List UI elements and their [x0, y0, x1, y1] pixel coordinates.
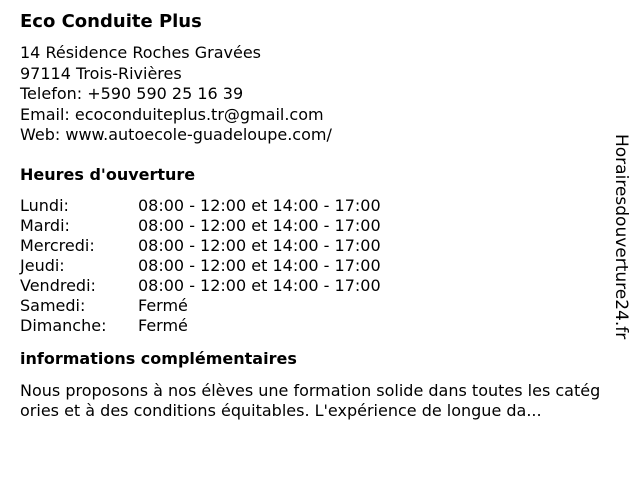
hours-day: Dimanche: — [20, 315, 107, 335]
hours-row-lundi — [20, 196, 610, 216]
hours-time: 08:00 - 12:00 et 14:00 - 17:00 — [138, 275, 381, 295]
business-name: Eco Conduite Plus — [20, 11, 202, 32]
contact-block — [20, 43, 610, 146]
hours-day: Samedi: — [20, 295, 86, 315]
address-city: 97114 Trois-Rivières — [20, 63, 182, 83]
hours-day: Jeudi: — [20, 255, 65, 275]
hours-time: 08:00 - 12:00 et 14:00 - 17:00 — [138, 215, 381, 235]
hours-time: Fermé — [138, 295, 188, 315]
info-description: Nous proposons à nos élèves une formation solide dans toutes les catégories et à des conditions équitables. L'expérience de longue da... — [20, 380, 601, 420]
web-line: Web: www.autoecole-guadeloupe.com/ — [20, 125, 332, 144]
hours-time: 08:00 - 12:00 et 14:00 - 17:00 — [138, 255, 381, 275]
hours-time: Fermé — [138, 315, 188, 335]
hours-row-jeudi — [20, 256, 610, 276]
address-street: 14 Résidence Roches Gravées — [20, 43, 261, 62]
info-heading: informations complémentaires — [20, 348, 297, 368]
hours-row-samedi — [20, 296, 610, 316]
hours-day: Mercredi: — [20, 235, 95, 255]
hours-row-dimanche — [20, 316, 610, 336]
side-brand-watermark: Horairesdouverture24.fr — [611, 134, 631, 340]
hours-day: Vendredi: — [20, 275, 96, 295]
hours-day: Mardi: — [20, 215, 70, 235]
hours-time: 08:00 - 12:00 et 14:00 - 17:00 — [138, 235, 381, 255]
hours-time: 08:00 - 12:00 et 14:00 - 17:00 — [138, 195, 381, 215]
phone-line: Telefon: +590 590 25 16 39 — [20, 84, 244, 103]
hours-row-vendredi — [20, 276, 610, 296]
hours-day: Lundi: — [20, 195, 69, 215]
business-card — [20, 10, 610, 422]
hours-row-mercredi — [20, 236, 610, 256]
hours-table — [20, 196, 610, 336]
hours-row-mardi — [20, 216, 610, 236]
hours-heading: Heures d'ouverture — [20, 164, 196, 184]
email-line: Email: ecoconduiteplus.tr@gmail.com — [20, 104, 324, 124]
